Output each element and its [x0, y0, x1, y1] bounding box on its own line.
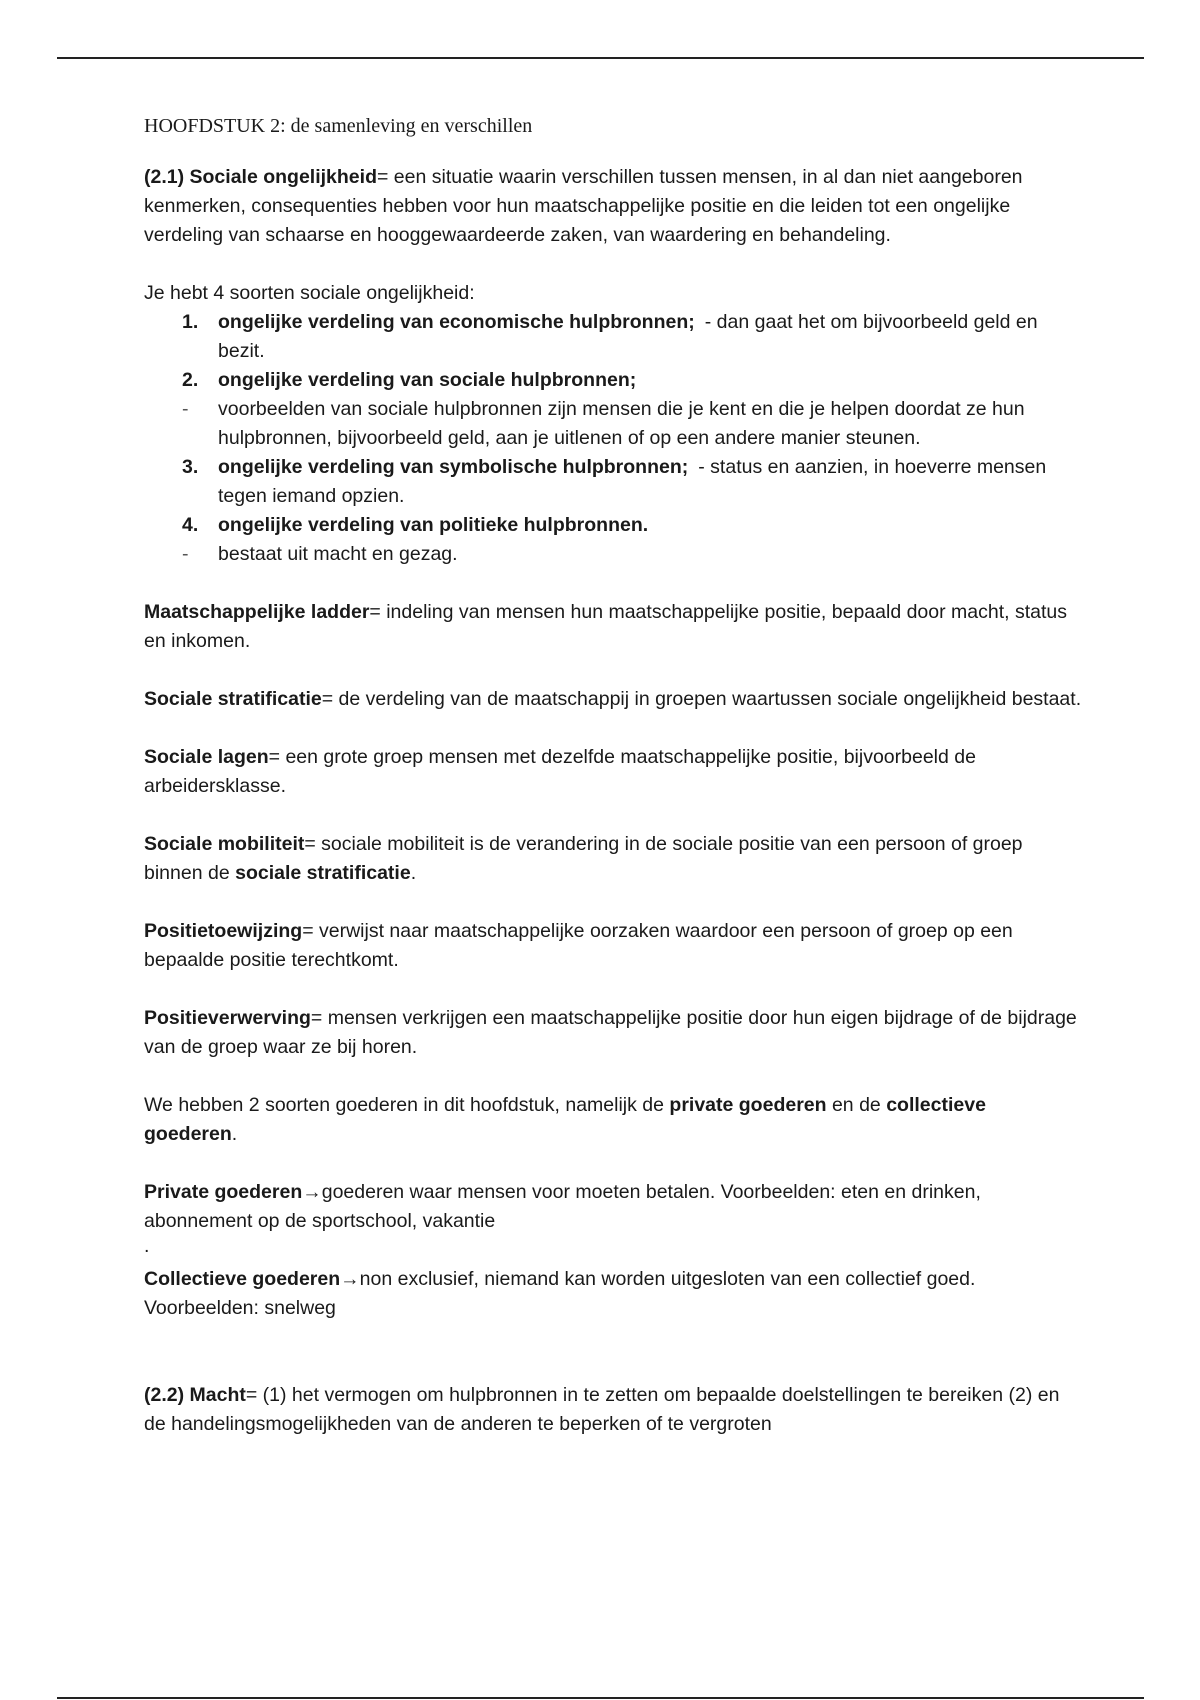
definition-positieverwerving [144, 1004, 1084, 1062]
list-number: 4. [182, 514, 199, 536]
top-rule [57, 57, 1144, 59]
definition-text: = indeling van mensen hun maatschappelijke positie, bepaald door macht, status en inkomen. [144, 601, 1067, 652]
list-item-title: ongelijke verdeling van politieke hulpbronnen. [218, 514, 649, 536]
soorten-list [144, 308, 1084, 569]
definition-collectieve-goederen [144, 1265, 1084, 1323]
term: Positietoewijzing [144, 920, 303, 942]
list-item-note: bestaat uit macht en gezag. [218, 543, 458, 565]
list-number: 2. [182, 369, 199, 391]
bold-collectieve: collectieve goederen [144, 1094, 986, 1145]
definition-sociale-lagen [144, 743, 1084, 801]
term: Maatschappelijke ladder [144, 601, 370, 623]
bold-private: private goederen [669, 1094, 827, 1116]
list-item-note: voorbeelden van sociale hulpbronnen zijn mensen die je kent en die je helpen doordat ze hun hulpbronnen, bijvoorbeeld geld, aan je uitlenen of op een andere manier steunen. [218, 398, 1025, 449]
intro-text: We hebben 2 soorten goederen in dit hoofdstuk, namelijk de [144, 1094, 670, 1116]
definition-text: = verwijst naar maatschappelijke oorzaken waardoor een persoon of groep op een bepaalde positie terechtkomt. [144, 920, 1013, 971]
list-subitem [144, 395, 1084, 453]
definition-text: →goederen waar mensen voor moeten betalen. Voorbeelden: eten en drinken, abonnement op de sportschool, vakantie [144, 1181, 981, 1232]
term: Sociale lagen [144, 746, 269, 768]
dash-bullet: - [182, 543, 189, 565]
bold-reference: sociale stratificatie [235, 862, 411, 884]
list-item [144, 308, 1084, 366]
list-item-note: - status en aanzien, in hoeverre mensen tegen iemand opzien. [218, 456, 1047, 507]
definition-positietoewijzing [144, 917, 1084, 975]
list-item [144, 366, 1084, 395]
list-subitem [144, 540, 1084, 569]
definition-text: →non exclusief, niemand kan worden uitgesloten van een collectief goed. Voorbeelden: snelweg [144, 1268, 976, 1319]
definition-text: = sociale mobiliteit is de verandering in de sociale positie van een persoon of groep binnen de [144, 833, 1023, 884]
stray-dot: . [144, 1235, 150, 1257]
definition-text: = (1) het vermogen om hulpbronnen in te zetten om bepaalde doelstellingen te bereiken (2) en de handelingsmogelijkheden van de anderen te beperken of te vergroten [144, 1384, 1060, 1435]
goederen-intro [144, 1091, 1084, 1149]
term: Sociale mobiliteit [144, 833, 305, 855]
definition-text: = mensen verkrijgen een maatschappelijke positie door hun eigen bijdrage of de bijdrage van de groep waar ze bij horen. [144, 1007, 1077, 1058]
term: Collectieve goederen [144, 1268, 341, 1290]
chapter-heading: HOOFDSTUK 2: de samenleving en verschillen [144, 115, 533, 137]
list-item [144, 511, 1084, 540]
term: Sociale stratificatie [144, 688, 322, 710]
definition-maatschappelijke-ladder [144, 598, 1084, 656]
list-number: 1. [182, 311, 199, 333]
and-text: en de [826, 1094, 887, 1116]
list-number: 3. [182, 456, 199, 478]
term: Private goederen [144, 1181, 303, 1203]
bottom-rule [57, 1697, 1144, 1699]
soorten-intro: Je hebt 4 soorten sociale ongelijkheid: [144, 282, 475, 304]
term: (2.2) Macht [144, 1384, 246, 1406]
list-item-note: - dan gaat het om bijvoorbeeld geld en bezit. [218, 311, 1038, 362]
list-item-title: ongelijke verdeling van economische hulpbronnen; [218, 311, 695, 333]
definition-private-goederen [144, 1178, 1084, 1236]
definition-text: = een grote groep mensen met dezelfde maatschappelijke positie, bijvoorbeeld de arbeidersklasse. [144, 746, 976, 797]
term: Positieverwerving [144, 1007, 311, 1029]
definition-sociale-stratificatie [144, 685, 1084, 714]
term: (2.1) Sociale ongelijkheid [144, 166, 377, 188]
list-item-title: ongelijke verdeling van symbolische hulpbronnen; [218, 456, 689, 478]
document-body [144, 112, 1084, 1468]
period: . [410, 862, 417, 884]
definition-text: = een situatie waarin verschillen tussen mensen, in al dan niet aangeboren kenmerken, consequenties hebben voor hun maatschappelijke positie en die leiden tot een ongelijke verdeling van schaarse en hooggewaardeerde zaken, van waardering en behandeling. [144, 166, 1023, 246]
list-item-title: ongelijke verdeling van sociale hulpbronnen; [218, 369, 637, 391]
dash-bullet: - [182, 398, 189, 420]
list-item [144, 453, 1084, 511]
definition-sociale-mobiliteit [144, 830, 1084, 888]
period: . [231, 1123, 238, 1145]
definition-text: = de verdeling van de maatschappij in groepen waartussen sociale ongelijkheid bestaat. [321, 688, 1082, 710]
definition-sociale-ongelijkheid [144, 163, 1084, 250]
definition-macht [144, 1381, 1084, 1439]
